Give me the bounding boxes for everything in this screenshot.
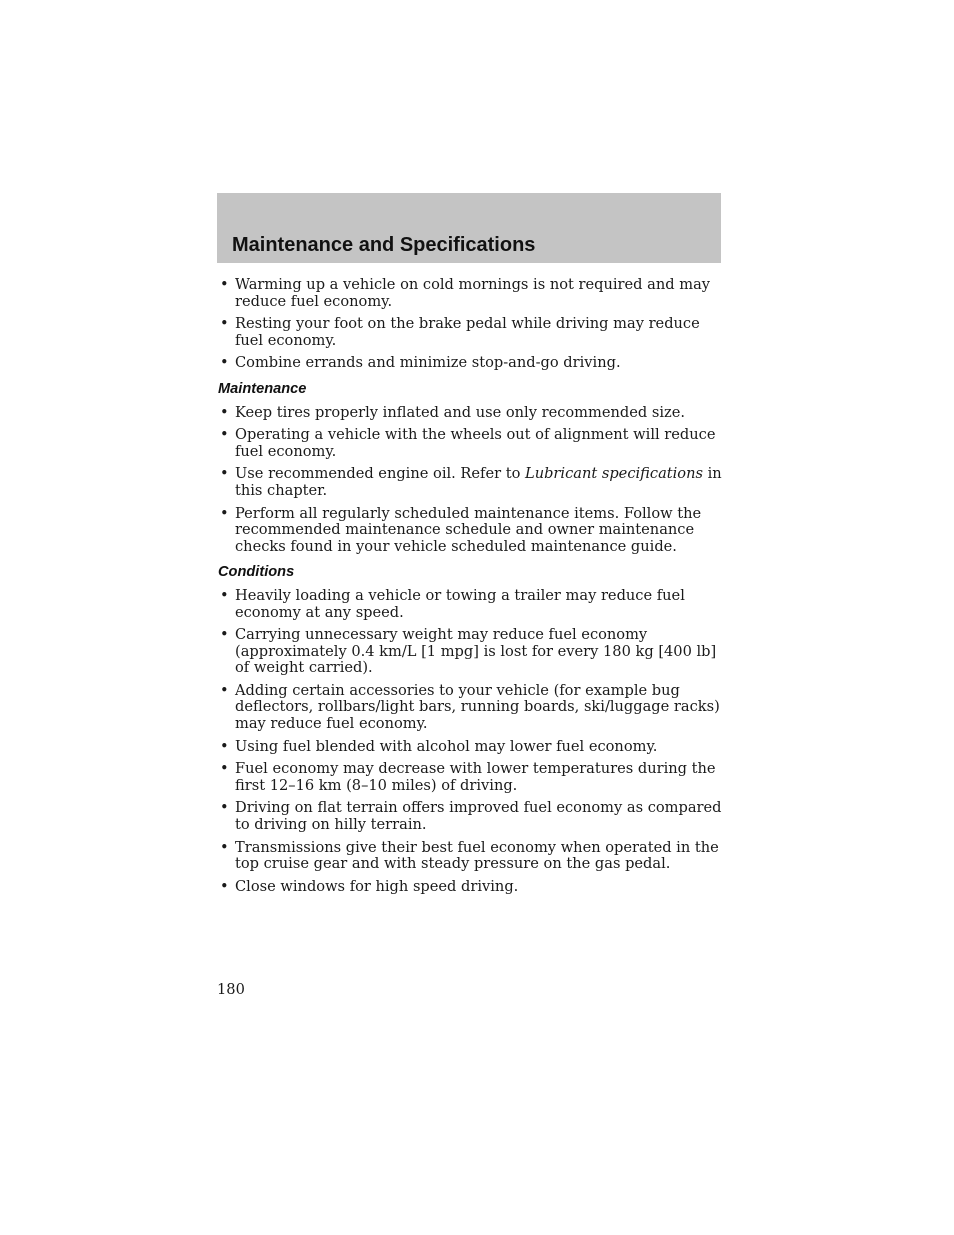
list-item: • Carrying unnecessary weight may reduce fuel economy (approximately 0.4 km/L [1 mpg] is lost for every 180 kg [400 lb] of weight carried). — [218, 627, 724, 677]
page-content — [218, 277, 724, 901]
list-item: • Warming up a vehicle on cold mornings is not required and may reduce fuel economy. — [218, 277, 724, 310]
list-item: • Resting your foot on the brake pedal while driving may reduce fuel economy. — [218, 316, 724, 349]
list-item: • Perform all regularly scheduled maintenance items. Follow the recommended maintenance schedule and owner maintenance checks found in your vehicle scheduled maintenance guide. — [218, 506, 724, 556]
conditions-heading: Conditions — [218, 564, 295, 581]
list-item-text: Use recommended engine oil. Refer to — [235, 465, 525, 483]
intro-bullet-list — [218, 277, 724, 372]
list-item: • Transmissions give their best fuel economy when operated in the top cruise gear and with steady pressure on the gas pedal. — [218, 840, 724, 873]
list-item: • Using fuel blended with alcohol may lower fuel economy. — [218, 739, 724, 756]
list-item — [218, 466, 724, 499]
list-item: • Combine errands and minimize stop-and-go driving. — [218, 355, 724, 372]
maintenance-bullet-list — [218, 405, 724, 556]
list-item: • Driving on flat terrain offers improved fuel economy as compared to driving on hilly terrain. — [218, 800, 724, 833]
list-item: • Fuel economy may decrease with lower temperatures during the first 12–16 km (8–10 miles) of driving. — [218, 761, 724, 794]
list-item-text: in this chapter. — [235, 465, 722, 499]
cross-reference: Lubricant specifications — [525, 465, 703, 483]
section-header-band — [217, 193, 721, 263]
page-number: 180 — [217, 981, 245, 998]
list-item: • Heavily loading a vehicle or towing a trailer may reduce fuel economy at any speed. — [218, 588, 724, 621]
list-item: • Adding certain accessories to your vehicle (for example bug deflectors, rollbars/light bars, running boards, ski/luggage racks) may reduce fuel economy. — [218, 683, 724, 733]
section-title: Maintenance and Specifications — [232, 234, 536, 256]
conditions-bullet-list — [218, 588, 724, 896]
list-item: • Close windows for high speed driving. — [218, 879, 724, 896]
list-item: • Operating a vehicle with the wheels out of alignment will reduce fuel economy. — [218, 427, 724, 460]
maintenance-heading: Maintenance — [218, 380, 307, 397]
list-item: • Keep tires properly inflated and use only recommended size. — [218, 405, 724, 422]
